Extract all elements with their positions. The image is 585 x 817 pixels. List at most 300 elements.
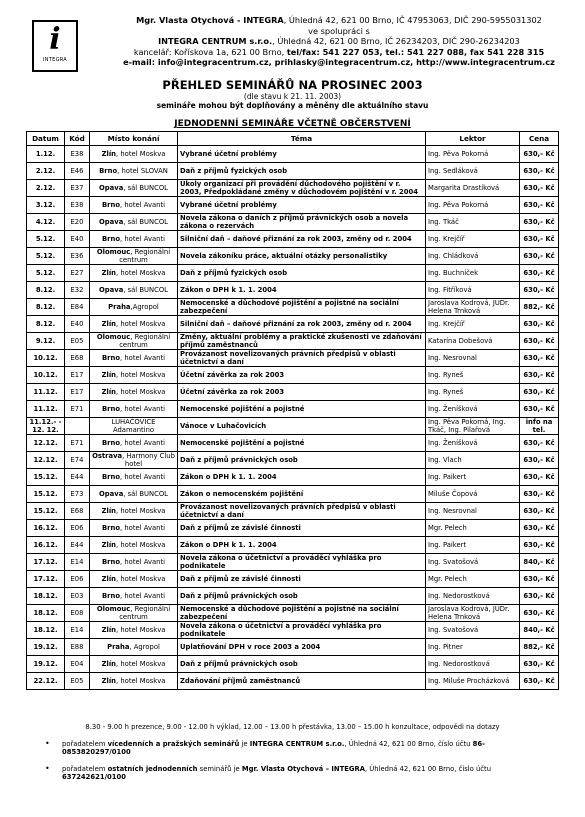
- price-cell: info na tel.: [520, 418, 559, 435]
- organizer-name: Mgr. Vlasta Otychová – INTEGRA: [241, 764, 365, 773]
- place-city: Brno: [101, 235, 121, 243]
- price-cell: 630,- Kč: [520, 435, 559, 452]
- date-cell: 22.12.: [27, 673, 65, 690]
- place-city: Opava: [99, 218, 124, 226]
- topic-cell: Zákon o DPH k 1. 1. 2004: [178, 282, 426, 299]
- table-row: [27, 588, 559, 605]
- organizer-list: [0, 740, 585, 782]
- code-cell: E27: [65, 265, 90, 282]
- code-cell: E06: [65, 520, 90, 537]
- topic-cell: Zákon o nemocenském pojištění: [178, 486, 426, 503]
- place-venue: , hotel Avanti: [120, 201, 166, 209]
- place-city: Olomouc: [96, 605, 131, 613]
- lector-cell: Ing. Nesrovnal: [426, 350, 520, 367]
- table-row: [27, 180, 559, 197]
- col-header-code: Kód: [65, 132, 90, 146]
- organizer-name: INTEGRA CENTRUM s.r.o.: [249, 739, 345, 748]
- topic-cell: Novela zákona o účetnictví a prováděcí vyhláška pro podnikatele: [178, 622, 426, 639]
- code-cell: E44: [65, 537, 90, 554]
- table-row: [27, 639, 559, 656]
- date-cell: 8.12.: [27, 282, 65, 299]
- date-cell: 11.12.: [27, 401, 65, 418]
- place-cell: [90, 180, 178, 197]
- topic-cell: Provázanost novelizovaných právních předpisů v oblasti účetnictví a daní: [178, 503, 426, 520]
- price-cell: 630,- Kč: [520, 197, 559, 214]
- lector-cell: Margarita Drastíková: [426, 180, 520, 197]
- letterhead-line-1: [104, 15, 574, 26]
- code-cell: E84: [65, 299, 90, 316]
- place-cell: [90, 146, 178, 163]
- table-row: [27, 418, 559, 435]
- place-cell: [90, 656, 178, 673]
- price-cell: 630,- Kč: [520, 452, 559, 469]
- lector-cell: Ing. Ženíšková: [426, 401, 520, 418]
- section-title: JEDNODENNÍ SEMINÁŘE VČETNĚ OBČERSTVENÍ: [174, 119, 411, 129]
- topic-cell: Vybrané účetní problémy: [178, 146, 426, 163]
- code-cell: E40: [65, 231, 90, 248]
- place-city: Olomouc: [96, 333, 131, 341]
- lector-cell: Ing. Pěva Pokorná: [426, 197, 520, 214]
- topic-cell: Daň z příjmů ze závislé činnosti: [178, 520, 426, 537]
- logo-word: INTEGRA: [42, 57, 68, 63]
- place-venue: , Regionální centrum: [119, 248, 171, 264]
- place-cell: [90, 605, 178, 622]
- place-city: Olomouc: [96, 248, 131, 256]
- price-cell: 882,- Kč: [520, 299, 559, 316]
- table-row: [27, 163, 559, 180]
- table-row: [27, 656, 559, 673]
- table-row: [27, 265, 559, 282]
- code-cell: E04: [65, 656, 90, 673]
- letterhead-line-2: ve spolupráci s: [308, 25, 370, 36]
- price-cell: 630,- Kč: [520, 486, 559, 503]
- lector-cell: Ing. Vlach: [426, 452, 520, 469]
- price-cell: 840,- Kč: [520, 622, 559, 639]
- table-row: [27, 333, 559, 350]
- place-city: Brno: [101, 524, 121, 532]
- topic-cell: Nemocenské a důchodové pojištění a pojistné na sociální zabezpečení: [178, 605, 426, 622]
- lector-cell: Ing. Buchníček: [426, 265, 520, 282]
- place-venue: , sál BUNCOL: [123, 218, 168, 226]
- code-cell: E17: [65, 367, 90, 384]
- partner-name: INTEGRA CENTRUM s.r.o.: [158, 36, 273, 46]
- lector-cell: Jaroslava Kodrová, JUDr. Helena Trnková: [426, 605, 520, 622]
- date-cell: 18.12.: [27, 622, 65, 639]
- organizer-address: , Úhledná 42, 621 00 Brno, číslo účtu: [344, 739, 473, 748]
- table-body: [27, 146, 559, 690]
- code-cell: E20: [65, 214, 90, 231]
- lector-cell: Ing. Ryneš: [426, 384, 520, 401]
- price-cell: 630,- Kč: [520, 469, 559, 486]
- date-cell: 3.12.: [27, 197, 65, 214]
- lector-cell: Ing. Krejčíř: [426, 316, 520, 333]
- place-venue: , sál BUNCOL: [123, 286, 168, 294]
- place-venue: , hotel Moskva: [116, 269, 166, 277]
- topic-cell: Daň z příjmů ze závislé činnosti: [178, 571, 426, 588]
- place-cell: [90, 520, 178, 537]
- place-city: Zlín: [101, 575, 117, 583]
- place-city: Zlín: [101, 150, 117, 158]
- date-cell: 17.12.: [27, 554, 65, 571]
- company-address: , Úhledná 42, 621 00 Brno, IČ 47953063, DIČ 290-5955031302: [283, 15, 542, 25]
- price-cell: 630,- Kč: [520, 163, 559, 180]
- place-cell: [90, 248, 178, 265]
- date-cell: 16.12.: [27, 520, 65, 537]
- date-cell: 15.12.: [27, 486, 65, 503]
- topic-cell: Vánoce v Luhačovicích: [178, 418, 426, 435]
- text: je: [239, 739, 250, 748]
- place-venue: , hotel Avanti: [120, 558, 166, 566]
- code-cell: E14: [65, 622, 90, 639]
- page-title: PŘEHLED SEMINÁŘŮ NA PROSINEC 2003: [162, 78, 423, 92]
- table-row: [27, 384, 559, 401]
- price-cell: 630,- Kč: [520, 333, 559, 350]
- text: seminářů je: [197, 764, 242, 773]
- topic-cell: Uplatňování DPH v roce 2003 a 2004: [178, 639, 426, 656]
- topic-cell: Silniční daň – daňové přiznání za rok 2003, změny od r. 2004: [178, 231, 426, 248]
- place-city: Praha: [107, 643, 130, 651]
- lector-cell: Ing. Ženíšková: [426, 435, 520, 452]
- code-cell: E68: [65, 503, 90, 520]
- date-cell: 12.12.: [27, 435, 65, 452]
- table-row: [27, 469, 559, 486]
- bullet-icon: •: [45, 738, 50, 748]
- code-cell: E38: [65, 197, 90, 214]
- table-row: [27, 282, 559, 299]
- bullet-icon: •: [45, 763, 50, 773]
- topic-cell: Zákon o DPH k 1. 1. 2004: [178, 469, 426, 486]
- place-city: Opava: [99, 184, 124, 192]
- code-cell: E40: [65, 316, 90, 333]
- place-city: Brno: [99, 167, 118, 175]
- schedule-note: 8.30 - 9.00 h prezence, 9.00 - 12.00 h výklad, 12.00 – 13.00 h přestávka, 13.00 – 15.00 h konzultace, odpovědi na dotazy: [85, 723, 500, 731]
- lector-cell: Jaroslava Kodrová, JUDr. Helena Trnková: [426, 299, 520, 316]
- seminar-type: vícedenních a pražských seminářů: [107, 739, 240, 748]
- lector-cell: Ing. Pěva Pokorná: [426, 146, 520, 163]
- seminar-table: [26, 131, 559, 690]
- status-date: (dle stavu k 21. 11. 2003): [243, 92, 342, 101]
- price-cell: 630,- Kč: [520, 588, 559, 605]
- price-cell: 882,- Kč: [520, 639, 559, 656]
- date-cell: 1.12.: [27, 146, 65, 163]
- date-cell: 16.12.: [27, 537, 65, 554]
- table-row: [27, 520, 559, 537]
- footer: [0, 723, 585, 790]
- place-cell: [90, 435, 178, 452]
- title-block: [0, 78, 585, 130]
- lector-cell: Ing. Chládková: [426, 248, 520, 265]
- table-row: [27, 435, 559, 452]
- place-city: Zlín: [101, 541, 117, 549]
- topic-cell: Novela zákoníku práce, aktuální otázky personalistiky: [178, 248, 426, 265]
- table-row: [27, 537, 559, 554]
- place-cell: [90, 452, 178, 469]
- place-cell: [90, 265, 178, 282]
- place-cell: [90, 639, 178, 656]
- table-row: [27, 214, 559, 231]
- code-cell: E68: [65, 350, 90, 367]
- place-cell: [90, 537, 178, 554]
- table-row: [27, 605, 559, 622]
- place-venue: , hotel Moskva: [116, 677, 166, 685]
- place-venue: , sál BUNCOL: [123, 490, 168, 498]
- date-cell: 5.12.: [27, 231, 65, 248]
- topic-cell: Zdaňování příjmů zaměstnanců: [178, 673, 426, 690]
- code-cell: E46: [65, 163, 90, 180]
- lector-cell: Ing. Ryneš: [426, 367, 520, 384]
- place-venue: ,Agropol: [130, 303, 159, 311]
- price-cell: 630,- Kč: [520, 248, 559, 265]
- code-cell: E05: [65, 673, 90, 690]
- price-cell: 630,- Kč: [520, 520, 559, 537]
- code-cell: E44: [65, 469, 90, 486]
- place-city: Brno: [101, 354, 121, 362]
- date-cell: 15.12.: [27, 469, 65, 486]
- change-note: semináře mohou být doplňovány a měněny dle aktuálního stavu: [156, 101, 429, 110]
- col-header-topic: Téma: [178, 132, 426, 146]
- lector-cell: Miluše Čopová: [426, 486, 520, 503]
- code-cell: E73: [65, 486, 90, 503]
- code-cell: E37: [65, 180, 90, 197]
- date-cell: 8.12.: [27, 299, 65, 316]
- price-cell: 630,- Kč: [520, 265, 559, 282]
- code-cell: E36: [65, 248, 90, 265]
- topic-cell: Silniční daň – daňové přiznání za rok 2003, změny od r. 2004: [178, 316, 426, 333]
- table-row: [27, 231, 559, 248]
- topic-cell: Daň z příjmů fyzických osob: [178, 265, 426, 282]
- place-city: Brno: [101, 439, 121, 447]
- table-row: [27, 486, 559, 503]
- place-city: Brno: [101, 201, 121, 209]
- place-city: Opava: [99, 490, 124, 498]
- topic-cell: Daň z příjmů fyzických osob: [178, 163, 426, 180]
- table-row: [27, 367, 559, 384]
- letterhead: [104, 15, 574, 68]
- date-cell: 2.12.: [27, 163, 65, 180]
- place-city: Zlín: [101, 660, 117, 668]
- code-cell: E71: [65, 435, 90, 452]
- place-venue: , hotel Avanti: [120, 439, 166, 447]
- table-row: [27, 554, 559, 571]
- place-cell: [90, 350, 178, 367]
- code-cell: E74: [65, 452, 90, 469]
- lector-cell: Ing. Nedorostková: [426, 588, 520, 605]
- partner-address: , Úhledná 42, 621 00 Brno, IČ 26234203, DIČ 290-26234203: [272, 36, 520, 46]
- lector-cell: Katarína Dobešová: [426, 333, 520, 350]
- account-number: 86-0853820297/0100: [62, 739, 485, 756]
- price-cell: 630,- Kč: [520, 673, 559, 690]
- lector-cell: Ing. Svatošová: [426, 622, 520, 639]
- letterhead-contacts: e-mail: info@integracentrum.cz, prihlasky@integracentrum.cz, http://www.integracentrum.cz: [123, 57, 555, 67]
- code-cell: E14: [65, 554, 90, 571]
- topic-cell: Nemocenské pojištění a pojistné: [178, 435, 426, 452]
- place-city: Zlín: [101, 371, 117, 379]
- place-cell: [90, 469, 178, 486]
- place-cell: [90, 571, 178, 588]
- place-cell: [90, 367, 178, 384]
- price-cell: 630,- Kč: [520, 146, 559, 163]
- table-row: [27, 248, 559, 265]
- place-venue: , hotel Moskva: [116, 388, 166, 396]
- table-row: [27, 571, 559, 588]
- col-header-date: Datum: [27, 132, 65, 146]
- price-cell: 630,- Kč: [520, 231, 559, 248]
- table-row: [27, 316, 559, 333]
- topic-cell: Daň z příjmů právnických osob: [178, 656, 426, 673]
- place-city: Brno: [101, 405, 121, 413]
- lector-cell: Ing. Nedorostková: [426, 656, 520, 673]
- date-cell: 15.12.: [27, 503, 65, 520]
- place-venue: , Agropol: [129, 643, 160, 651]
- code-cell: E17: [65, 384, 90, 401]
- price-cell: 630,- Kč: [520, 401, 559, 418]
- place-city: Zlín: [101, 388, 117, 396]
- date-cell: 18.12.: [27, 588, 65, 605]
- table-row: [27, 503, 559, 520]
- place-city: Zlín: [101, 320, 117, 328]
- topic-cell: Daň z příjmů právnických osob: [178, 588, 426, 605]
- date-cell: 17.12.: [27, 571, 65, 588]
- table-row: [27, 452, 559, 469]
- place-city: Brno: [101, 473, 121, 481]
- place-venue: , hotel Moskva: [116, 626, 166, 634]
- place-cell: [90, 282, 178, 299]
- code-cell: E03: [65, 588, 90, 605]
- place-venue: , hotel Moskva: [116, 541, 166, 549]
- logo-letter: i: [49, 22, 61, 57]
- lector-cell: Ing. Miluše Procházková: [426, 673, 520, 690]
- place-city: Zlín: [101, 507, 117, 515]
- lector-cell: Ing. Svatošová: [426, 554, 520, 571]
- lector-cell: Ing. Fitříková: [426, 282, 520, 299]
- place-cell: [90, 316, 178, 333]
- date-cell: 8.12.: [27, 316, 65, 333]
- table-header-row: [27, 132, 559, 146]
- lector-cell: Ing. Tkáč: [426, 214, 520, 231]
- lector-cell: Mgr. Pelech: [426, 520, 520, 537]
- price-cell: 630,- Kč: [520, 656, 559, 673]
- place-venue: , Regionální centrum: [119, 333, 171, 349]
- company-name: Mgr. Vlasta Otychová - INTEGRA: [136, 15, 284, 25]
- letterhead-line-3: [104, 36, 574, 47]
- price-cell: 630,- Kč: [520, 503, 559, 520]
- price-cell: 630,- Kč: [520, 537, 559, 554]
- price-cell: 630,- Kč: [520, 605, 559, 622]
- date-cell: 5.12.: [27, 265, 65, 282]
- code-cell: E05: [65, 333, 90, 350]
- place-venue: , hotel Moskva: [116, 575, 166, 583]
- place-city: Brno: [101, 558, 121, 566]
- lector-cell: Ing. Sedláková: [426, 163, 520, 180]
- topic-cell: Účetní závěrka za rok 2003: [178, 384, 426, 401]
- date-cell: 19.12.: [27, 639, 65, 656]
- date-cell: 2.12.: [27, 180, 65, 197]
- price-cell: 630,- Kč: [520, 571, 559, 588]
- lector-cell: Mgr. Pelech: [426, 571, 520, 588]
- date-cell: 11.12.- - 12. 12.: [27, 418, 65, 435]
- table-row: [27, 401, 559, 418]
- topic-cell: Provázanost novelizovaných právních předpisů v oblasti účetnictví a daní: [178, 350, 426, 367]
- organizer-item-oneday: [0, 765, 585, 782]
- col-header-lector: Lektor: [426, 132, 520, 146]
- lector-cell: Ing. Paikert: [426, 537, 520, 554]
- topic-cell: Daň z příjmů právnických osob: [178, 452, 426, 469]
- table-row: [27, 350, 559, 367]
- place-venue: , hotel Moskva: [116, 660, 166, 668]
- text: pořadatelem: [62, 764, 108, 773]
- code-cell: E08: [65, 605, 90, 622]
- price-cell: 630,- Kč: [520, 367, 559, 384]
- table-row: [27, 146, 559, 163]
- place-cell: [90, 384, 178, 401]
- place-venue: , Regionální centrum: [119, 605, 171, 621]
- lector-cell: Ing. Krejčíř: [426, 231, 520, 248]
- place-cell: [90, 673, 178, 690]
- place-venue: , hotel Avanti: [120, 473, 166, 481]
- lector-cell: Ing. Paikert: [426, 469, 520, 486]
- price-cell: 630,- Kč: [520, 384, 559, 401]
- place-city: Ostrava: [92, 452, 123, 460]
- place-venue: , hotel SLOVAN: [117, 167, 168, 175]
- place-venue: , hotel Avanti: [120, 405, 166, 413]
- col-header-place: Místo konání: [90, 132, 178, 146]
- code-cell: E88: [65, 639, 90, 656]
- office-address: kancelář: Kořískova 1a, 621 00 Brno,: [133, 46, 287, 57]
- topic-cell: Nemocenské a důchodové pojištění a pojistné na sociální zabezpečení: [178, 299, 426, 316]
- code-cell: E06: [65, 571, 90, 588]
- place-venue: , hotel Avanti: [120, 235, 166, 243]
- price-cell: 840,- Kč: [520, 554, 559, 571]
- place-venue: , hotel Moskva: [116, 320, 166, 328]
- table-row: [27, 197, 559, 214]
- price-cell: 630,- Kč: [520, 316, 559, 333]
- price-cell: 630,- Kč: [520, 214, 559, 231]
- place-cell: [90, 554, 178, 571]
- place-venue: , Harmony Club hotel: [122, 452, 175, 468]
- topic-cell: Vybrané účetní problémy: [178, 197, 426, 214]
- date-cell: 12.12.: [27, 452, 65, 469]
- price-cell: 630,- Kč: [520, 282, 559, 299]
- office-phones: tel/fax: 541 227 053, tel.: 541 227 088, fax 541 228 315: [286, 46, 545, 57]
- place-venue: , hotel Avanti: [120, 592, 166, 600]
- place-cell: [90, 299, 178, 316]
- place-venue: LUHAČOVICE Adamantino: [111, 418, 156, 434]
- letterhead-line-4: [104, 47, 574, 58]
- place-cell: [90, 333, 178, 350]
- place-city: Zlín: [101, 626, 117, 634]
- code-cell: E71: [65, 401, 90, 418]
- topic-cell: Účetní závěrka za rok 2003: [178, 367, 426, 384]
- table-row: [27, 673, 559, 690]
- lector-cell: Ing. Pitner: [426, 639, 520, 656]
- date-cell: 10.12.: [27, 367, 65, 384]
- date-cell: 18.12.: [27, 605, 65, 622]
- place-city: Brno: [101, 592, 121, 600]
- date-cell: 11.12.: [27, 384, 65, 401]
- table-row: [27, 299, 559, 316]
- place-cell: [90, 163, 178, 180]
- place-city: Praha: [108, 303, 131, 311]
- price-cell: 630,- Kč: [520, 350, 559, 367]
- place-cell: [90, 214, 178, 231]
- seminar-type: ostatních jednodenních: [107, 764, 198, 773]
- col-header-price: Cena: [520, 132, 559, 146]
- place-venue: , hotel Moskva: [116, 371, 166, 379]
- text: pořadatelem: [62, 739, 108, 748]
- code-cell: E38: [65, 146, 90, 163]
- place-cell: [90, 503, 178, 520]
- place-venue: , hotel Moskva: [116, 507, 166, 515]
